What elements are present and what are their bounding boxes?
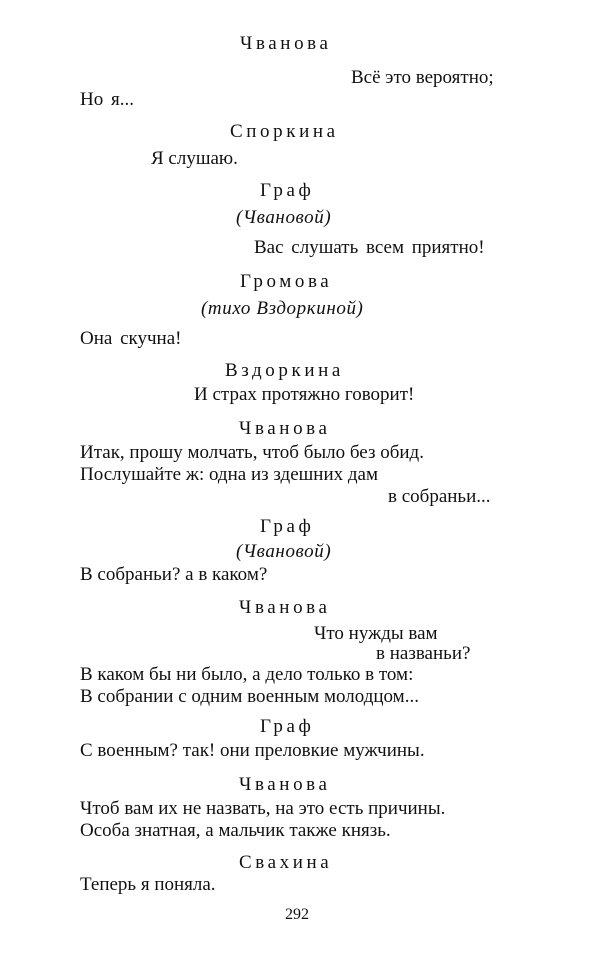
verse-line: Но я... — [80, 89, 134, 110]
speaker-name: Граф — [260, 716, 315, 737]
stage-direction: (тихо Вздоркиной) — [201, 298, 364, 319]
verse-line: Я слушаю. — [151, 148, 238, 169]
speaker-name: Чванова — [240, 33, 332, 54]
stage-direction: (Чвановой) — [236, 541, 332, 562]
verse-line: в собраньи... — [388, 486, 491, 507]
speaker-name: Споркина — [230, 121, 339, 142]
verse-line: Чтоб вам их не назвать, на это есть причины. — [80, 798, 446, 819]
verse-line: Теперь я поняла. — [80, 874, 216, 895]
verse-line: Она скучна! — [80, 328, 182, 349]
verse-line: В собрании с одним военным молодцом... — [80, 686, 419, 707]
speaker-name: Чванова — [239, 597, 331, 618]
stage-direction: (Чвановой) — [236, 207, 332, 228]
speaker-name: Граф — [260, 180, 315, 201]
speaker-name: Чванова — [239, 418, 331, 439]
verse-line: С военным? так! они преловкие мужчины. — [80, 740, 425, 761]
verse-line: В каком бы ни было, а дело только в том: — [80, 664, 414, 685]
verse-line: Что нужды вам — [314, 623, 438, 644]
verse-line: И страх протяжно говорит! — [194, 384, 415, 405]
speaker-name: Свахина — [239, 852, 333, 873]
verse-line: Послушайте ж: одна из здешних дам — [80, 464, 378, 485]
verse-line: Итак, прошу молчать, чтоб было без обид. — [80, 442, 424, 463]
speaker-name: Вздоркина — [225, 360, 344, 381]
verse-line: Вас слушать всем приятно! — [254, 237, 485, 258]
verse-line: в названьи? — [376, 643, 471, 664]
speaker-name: Чванова — [239, 774, 331, 795]
speaker-name: Громова — [240, 271, 333, 292]
verse-line: В собраньи? а в каком? — [80, 564, 268, 585]
verse-line: Особа знатная, а мальчик также князь. — [80, 820, 391, 841]
verse-line: Всё это вероятно; — [351, 67, 494, 88]
speaker-name: Граф — [260, 516, 315, 537]
page-number: 292 — [285, 906, 309, 923]
